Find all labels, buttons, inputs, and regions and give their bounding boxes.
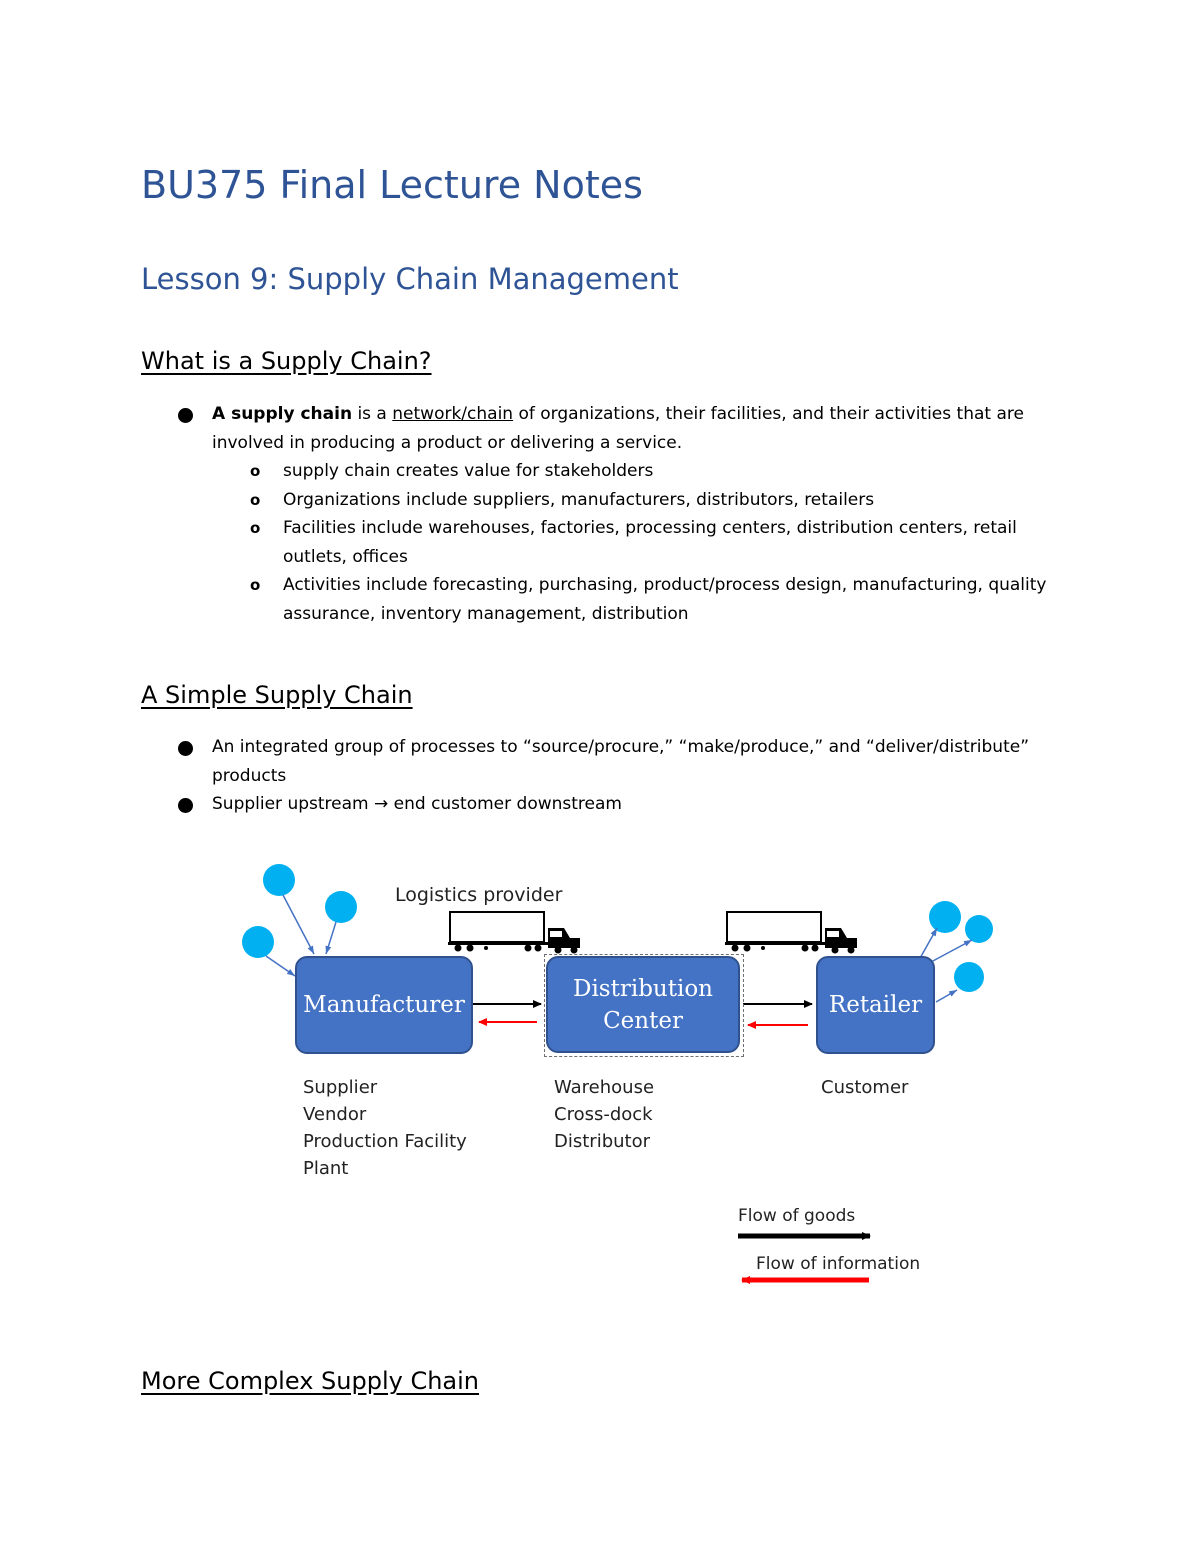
legend-goods-label: Flow of goods [738, 1206, 856, 1226]
node-label: Cross-dock [554, 1104, 653, 1125]
lesson-heading: Lesson 9: Supply Chain Management [141, 262, 679, 296]
truck-icon [448, 912, 580, 954]
sub-item-text: Facilities include warehouses, factories, processing centers, distribution centers, retail outlets, offices [283, 518, 1017, 567]
customer-circle-icon [929, 901, 961, 933]
supplier-link-arrow [266, 956, 295, 976]
customer-circle-icon [965, 915, 993, 943]
node-label: Warehouse [554, 1077, 655, 1098]
distribution-center-labels [554, 1074, 654, 1155]
legend-info-label: Flow of information [756, 1254, 921, 1274]
logistics-provider-label: Logistics provider [395, 884, 563, 906]
retailer-labels [821, 1074, 908, 1101]
supplier-circle-icon [242, 926, 274, 958]
node-label: Supplier [303, 1077, 378, 1098]
node-label: Vendor [303, 1104, 367, 1125]
sub-item-text: supply chain creates value for stakeholders [283, 461, 654, 481]
sub-bullet-icon: o [250, 490, 261, 509]
manufacturer-labels [303, 1074, 467, 1182]
definition-text: is a [352, 404, 393, 424]
distribution-center-node: Distribution Center [546, 956, 740, 1053]
supplier-link-arrow [283, 895, 314, 954]
truck-icon [725, 912, 857, 954]
section-heading-complex-supply-chain: More Complex Supply Chain [141, 1367, 479, 1395]
supplier-circle-icon [263, 864, 295, 896]
sub-bullet-icon: o [250, 519, 261, 537]
definition-text: of organizations, their facilities, and their activities that are involved in producing a product or delivering a service. [212, 404, 1024, 453]
page-title: BU375 Final Lecture Notes [141, 163, 643, 207]
sub-bullet-icon: o [250, 462, 261, 480]
supplier-link-arrow [326, 922, 336, 954]
supplier-circle-icon [325, 891, 357, 923]
manufacturer-node: Manufacturer [295, 956, 473, 1054]
list-item-text: An integrated group of processes to “source/procure,” “make/produce,” and “deliver/distribute” products [212, 737, 1030, 786]
sub-item-text: Organizations include suppliers, manufacturers, distributors, retailers [283, 489, 875, 510]
list-item-text: Supplier upstream → end customer downstream [212, 794, 622, 814]
term-bold: A supply chain [212, 404, 353, 424]
customer-circle-icon [954, 962, 984, 992]
node-label: Plant [303, 1158, 349, 1179]
customer-link-arrow [936, 990, 957, 1002]
node-label: Distributor [554, 1131, 651, 1152]
customer-link-arrow [931, 940, 972, 962]
sub-item-text: Activities include forecasting, purchasing, product/process design, manufacturing, quality assurance, inventory management, distribution [283, 575, 1047, 624]
section-heading-simple-supply-chain: A Simple Supply Chain [141, 681, 413, 709]
retailer-node: Retailer [816, 956, 935, 1054]
sub-bullet-icon: o [250, 576, 261, 594]
term-underlined: network/chain [392, 404, 514, 424]
node-label: Customer [821, 1077, 909, 1098]
section-heading-what-is-supply-chain: What is a Supply Chain? [141, 347, 432, 375]
node-label: Production Facility [303, 1131, 467, 1152]
